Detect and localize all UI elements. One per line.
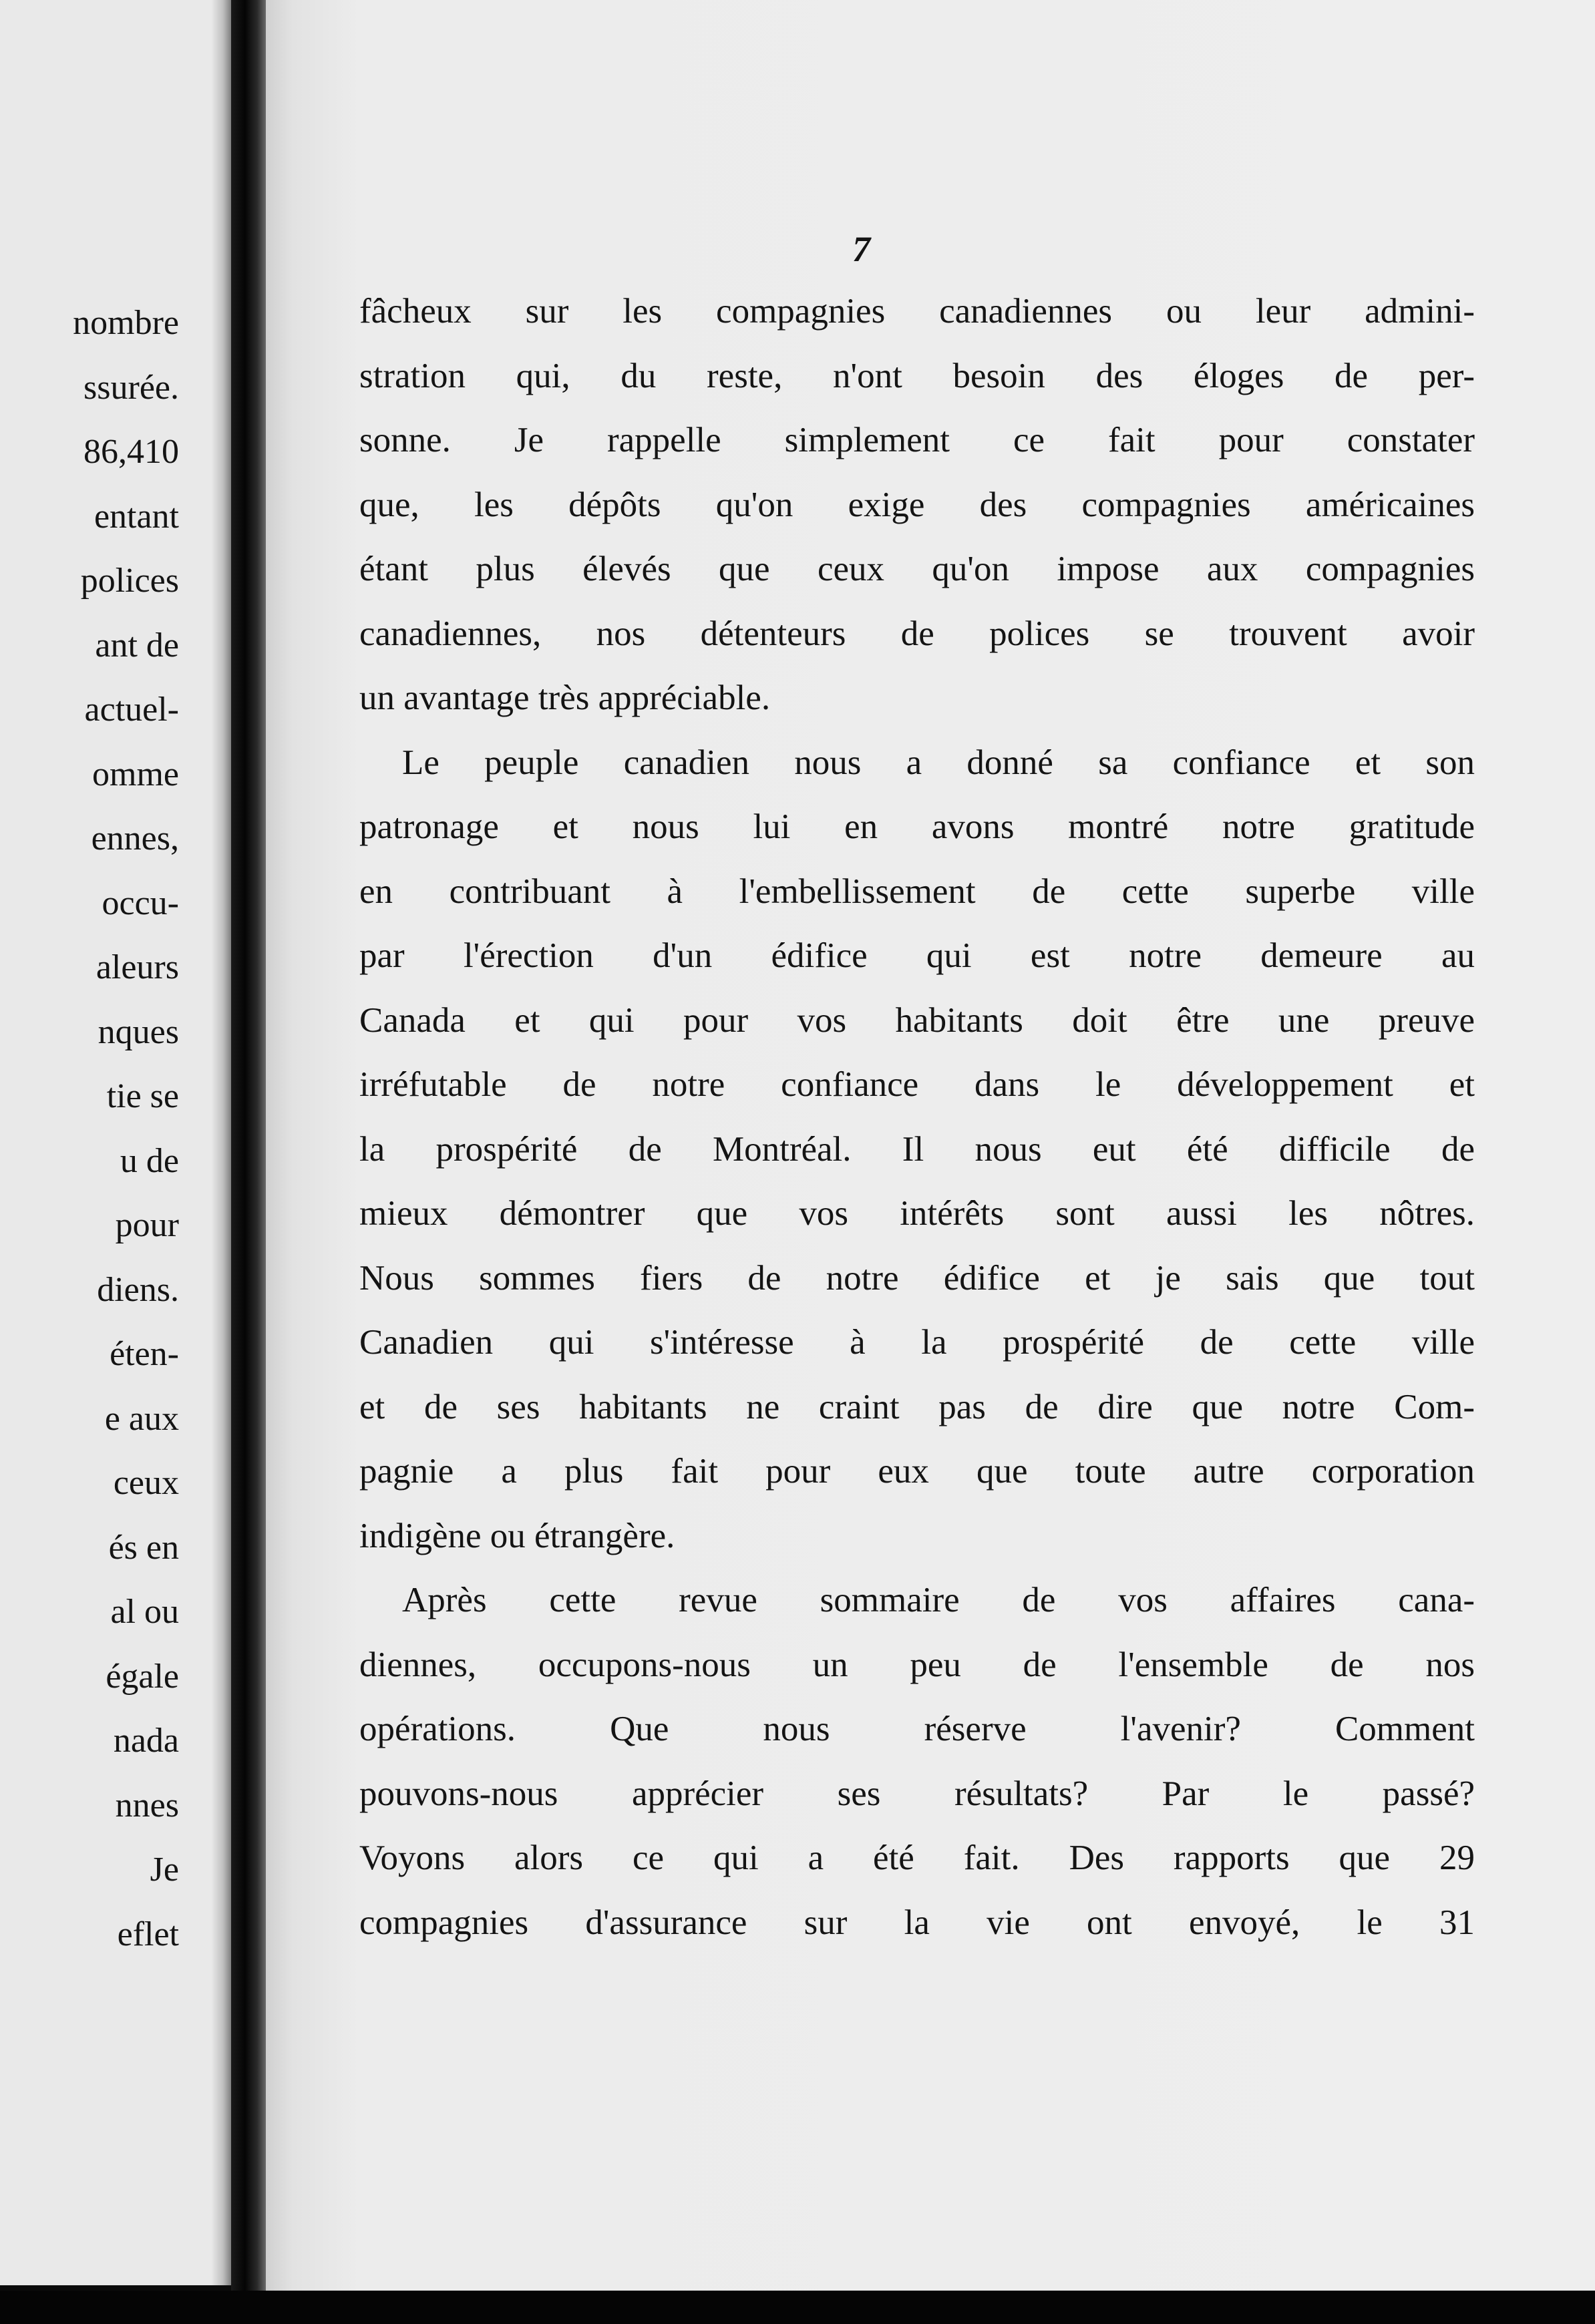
text-line: mieux démontrer que vos intérêts sont aussi les nôtres. (359, 1194, 1475, 1233)
text-line: Le peuple canadien nous a donné sa confiance et son (402, 743, 1475, 782)
book-gutter (231, 0, 266, 2291)
page-body (359, 279, 1475, 1955)
left-line: nnes (115, 1786, 179, 1824)
left-page-fragment (0, 0, 231, 2285)
left-line: omme (92, 755, 179, 793)
text-line: Canada et qui pour vos habitants doit être une preuve (359, 1000, 1475, 1040)
scan-bottom-border (0, 2291, 1595, 2324)
text-line: en contribuant à l'embellissement de cette superbe ville (359, 872, 1475, 911)
text-line: la prospérité de Montréal. Il nous eut été difficile de (359, 1129, 1475, 1169)
text-line: Canadien qui s'intéresse à la prospérité de cette ville (359, 1323, 1475, 1362)
left-line: eflet (117, 1915, 179, 1953)
left-line: és en (108, 1528, 179, 1567)
left-line: ennes, (91, 819, 179, 857)
text-line: pouvons-nous apprécier ses résultats? Par le passé? (359, 1774, 1475, 1813)
text-line: canadiennes, nos détenteurs de polices se trouvent avoir (359, 614, 1475, 653)
text-line: patronage et nous lui en avons montré notre gratitude (359, 807, 1475, 846)
paragraph-1 (359, 279, 1475, 731)
left-line: éten- (110, 1335, 179, 1373)
text-line: par l'érection d'un édifice qui est notre demeure au (359, 936, 1475, 975)
left-line: nada (113, 1722, 179, 1760)
left-line: u de (120, 1141, 179, 1180)
left-line: diens. (97, 1270, 179, 1309)
text-line: pagnie a plus fait pour eux que toute autre corporation (359, 1452, 1475, 1491)
text-line: stration qui, du reste, n'ont besoin des éloges de per- (359, 356, 1475, 395)
text-line: Nous sommes fiers de notre édifice et je sais que tout (359, 1258, 1475, 1298)
paragraph-2 (359, 731, 1475, 1569)
text-line: irréfutable de notre confiance dans le développement et (359, 1065, 1475, 1104)
text-line: un avantage très appréciable. (359, 679, 771, 717)
left-line: pour (115, 1206, 179, 1244)
text-line: diennes, occupons-nous un peu de l'ensemble de nos (359, 1645, 1475, 1684)
paragraph-3 (359, 1568, 1475, 1955)
text-line: sonne. Je rappelle simplement ce fait pour constater (359, 421, 1475, 459)
text-line: que, les dépôts qu'on exige des compagnies américaines (359, 485, 1475, 524)
left-line: nques (98, 1012, 179, 1051)
text-line: et de ses habitants ne craint pas de dire que notre Com- (359, 1387, 1475, 1426)
left-line: ceux (113, 1464, 179, 1502)
right-page (266, 0, 1595, 2291)
text-line: Voyons alors ce qui a été fait. Des rapports que 29 (359, 1838, 1475, 1877)
left-line: égale (106, 1657, 179, 1696)
left-line: 86,410 (83, 433, 179, 471)
left-line: ant de (95, 626, 179, 664)
left-line: al ou (110, 1593, 179, 1631)
text-line: fâcheux sur les compagnies canadiennes ou leur admini- (359, 292, 1475, 331)
text-line: indigène ou étrangère. (359, 1516, 675, 1555)
left-line: aleurs (96, 948, 179, 986)
left-line: actuel- (84, 691, 179, 729)
text-line: étant plus élevés que ceux qu'on impose aux compagnies (359, 550, 1475, 588)
text-line: opérations. Que nous réserve l'avenir? Comment (359, 1710, 1475, 1748)
left-line: Je (150, 1851, 179, 1889)
left-line: nombre (73, 304, 179, 342)
left-line: e aux (104, 1399, 179, 1438)
left-page-text-column (73, 291, 179, 1967)
left-line: ssurée. (83, 368, 179, 407)
page-number: 7 (852, 229, 870, 269)
text-line: compagnies d'assurance sur la vie ont envoyé, le 31 (359, 1903, 1475, 1942)
left-line: polices (80, 562, 179, 600)
left-line: entant (94, 497, 179, 536)
left-line: occu- (102, 884, 179, 922)
text-line: Après cette revue sommaire de vos affaires cana- (402, 1581, 1475, 1619)
left-line: tie se (106, 1077, 179, 1115)
